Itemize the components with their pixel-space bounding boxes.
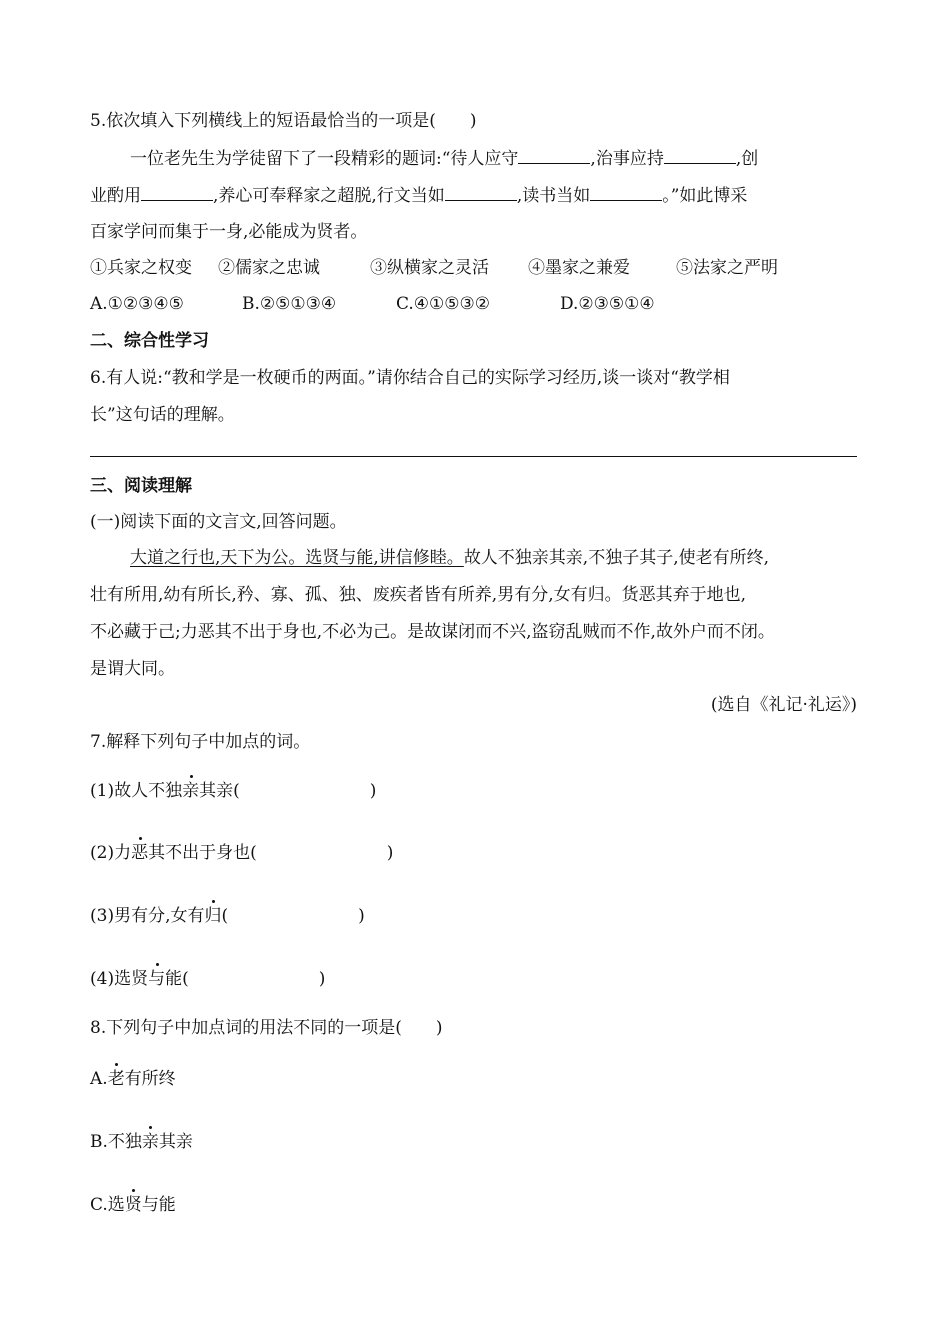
q7-item-text: (4)选贤: [90, 969, 149, 989]
q5-item: ②儒家之忠诚: [218, 258, 320, 278]
q6-line-1: 6.有人说:“教和学是一枚硬币的两面。”请你结合自己的实际学习经历,谈一谈对“教学相: [90, 368, 730, 388]
q8-option-c[interactable]: [90, 1194, 176, 1216]
q7-item-text: ): [369, 781, 377, 801]
passage-line-3: 不必藏于己;力恶其不出于身也,不必为己。是故谋闭而不兴,盗窃乱贼而不作,故外户而不闭。: [90, 622, 775, 642]
q5-item: ①兵家之权变: [90, 258, 192, 278]
q5-passage-text: ,治事应持: [590, 149, 664, 169]
q8-option-text: A.: [90, 1069, 108, 1089]
q5-choice-a[interactable]: A.①②③④⑤: [90, 294, 184, 314]
q8-option-text: 有所终: [124, 1069, 176, 1089]
dotted-word: 亲: [182, 781, 200, 801]
q5-items: [90, 257, 778, 279]
q7-item-text: ): [318, 969, 326, 989]
q5-choice-c[interactable]: C.④①⑤③②: [396, 294, 491, 314]
q5-item: ③纵横家之灵活: [370, 258, 489, 278]
q5-passage-line-2: [90, 184, 747, 207]
dotted-word: 贤: [124, 1195, 142, 1215]
q5-passage-text: ,读书当如: [516, 186, 591, 206]
q5-stem: 5.依次填入下列横线上的短语最恰当的一项是( ): [90, 111, 477, 131]
q8-option-a[interactable]: [90, 1068, 176, 1090]
passage-line-4: 是谓大同。: [90, 659, 175, 679]
passage-line-2: 壮有所用,幼有所长,矜、寡、孤、独、废疾者皆有所养,男有分,女有归。货恶其弃于地也,: [90, 585, 747, 605]
q7-item-text: (: [221, 906, 229, 926]
q7-item-text: (3)男有分,女有: [90, 906, 205, 926]
answer-blank[interactable]: [590, 184, 662, 201]
reading-instruction: (一)阅读下面的文言文,回答问题。: [90, 512, 347, 532]
q7-item-1: [90, 780, 376, 802]
q5-item: ⑤法家之严明: [676, 258, 778, 278]
dotted-word: 亲: [141, 1132, 159, 1152]
dotted-word: 恶: [131, 843, 149, 863]
q7-item-text: (2)力: [90, 843, 132, 863]
q7-item-text: ): [386, 843, 394, 863]
q5-passage-text: ,创: [735, 149, 759, 169]
q5-passage-text: ,养心可奉释家之超脱,行文当如: [213, 186, 445, 206]
q5-choice-b[interactable]: B.②⑤①③④: [242, 294, 337, 314]
passage-text: 故人不独亲其亲,不独子其子,使老有所终,: [463, 548, 770, 568]
q8-option-text: B.不独: [90, 1132, 142, 1152]
dotted-word: 归: [204, 906, 222, 926]
q7-item-4: [90, 968, 325, 990]
section-2-heading: 二、综合性学习: [90, 331, 209, 351]
q7-item-3: [90, 905, 365, 927]
q5-item: ④墨家之兼爱: [528, 258, 630, 278]
q5-choices: [90, 293, 655, 315]
section-3-heading: 三、阅读理解: [90, 476, 192, 496]
q5-passage-text: 一位老先生为学徒留下了一段精彩的题词:“待人应守: [130, 149, 519, 169]
q7-stem: 7.解释下列句子中加点的词。: [90, 732, 311, 752]
q7-item-text: 其不出于身也(: [148, 843, 257, 863]
dotted-word: 与: [148, 969, 166, 989]
q7-item-text: (1)故人不独: [90, 781, 183, 801]
answer-line[interactable]: [90, 456, 857, 457]
passage-underlined: 大道之行也,天下为公。选贤与能,讲信修睦。: [130, 548, 464, 568]
answer-blank[interactable]: [664, 147, 736, 164]
answer-blank[interactable]: [518, 147, 590, 164]
dotted-word: 老: [107, 1069, 125, 1089]
q8-option-text: 其亲: [158, 1132, 193, 1152]
q5-choice-d[interactable]: D.②③⑤①④: [560, 294, 655, 314]
q8-option-text: C.选: [90, 1195, 125, 1215]
q6-line-2: 长”这句话的理解。: [90, 405, 235, 425]
q5-passage-line-3: 百家学问而集于一身,必能成为贤者。: [90, 222, 368, 242]
answer-blank[interactable]: [141, 184, 213, 201]
q5-passage-text: 业酌用: [90, 186, 141, 206]
q5-passage-text: 。”如此博采: [662, 186, 748, 206]
q8-option-text: 与能: [141, 1195, 176, 1215]
q7-item-2: [90, 842, 393, 864]
passage-line-1: [130, 547, 769, 569]
answer-blank[interactable]: [445, 184, 517, 201]
q7-item-text: 能(: [165, 969, 189, 989]
passage-source: (选自《礼记·礼运》): [710, 695, 857, 715]
q8-option-b[interactable]: [90, 1131, 193, 1153]
q7-item-text: 其亲(: [199, 781, 240, 801]
q7-item-text: ): [358, 906, 365, 926]
q8-stem: 8.下列句子中加点词的用法不同的一项是( ): [90, 1018, 443, 1038]
q5-passage-line-1: [130, 147, 758, 170]
